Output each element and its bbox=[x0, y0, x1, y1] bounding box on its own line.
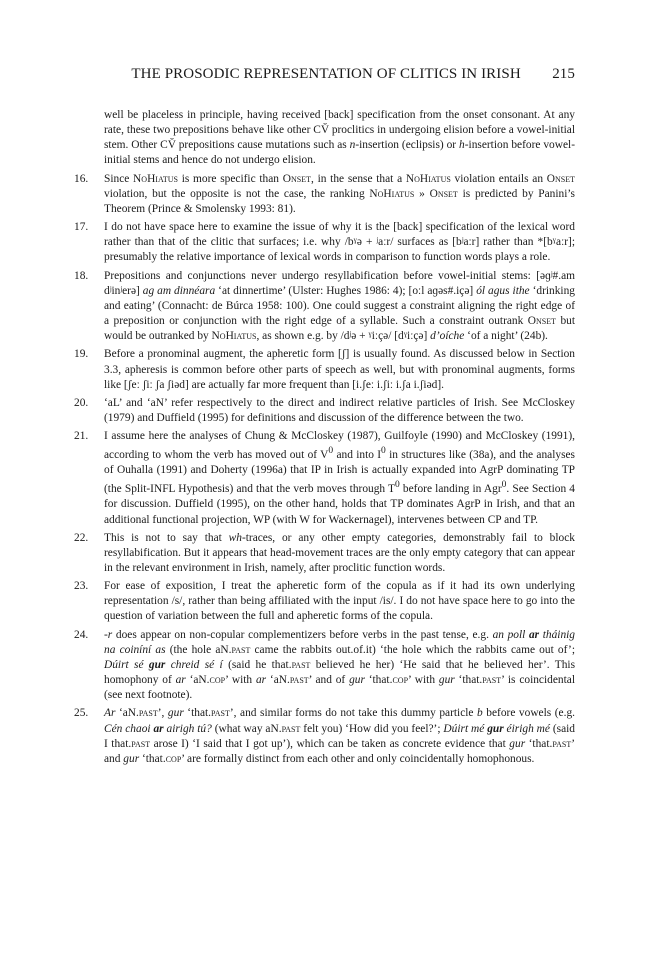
footnote-22 bbox=[74, 531, 575, 576]
footnote-17 bbox=[74, 220, 575, 265]
footnote-number: 21. bbox=[74, 430, 89, 443]
running-title: THE PROSODIC REPRESENTATION OF CLITICS IN IRISH bbox=[131, 66, 521, 82]
footnote-19 bbox=[74, 347, 575, 392]
footnote-number: 22. bbox=[74, 531, 89, 544]
footnote-24 bbox=[74, 628, 575, 704]
footnote-20 bbox=[74, 396, 575, 426]
footnote-text: I do not have space here to examine the issue of why it is the [back] specification of the lexical word rather than that of the clitic that surfaces; i.e. why /bˠə + ʲaːr/ surfaces as [bʲaːr] rather than *[bˠaːr]; presumably the relative importance of lexical words in comparison to function words plays a role. bbox=[104, 221, 575, 264]
footnote-text: This is not to say that wh-traces, or any other empty categories, demonstrably fail to block resyllabification. But it appears that head-movement traces are the only empty category that can appear in the relevant environment in Irish, namely, after proclitic function words. bbox=[104, 531, 575, 574]
footnote-23 bbox=[74, 579, 575, 624]
footnote-text: -r does appear on non-copular complementizers before verbs in the past tense, e.g. an poll ar tháinig na coiníní as (the hole aN.past came the rabbits out.of.it) ‘the hole which the rabbits came out of’; Dúirt sé gur chreid sé í (said he that.past believed he her) ‘He said that he believed her’. This homophony of ar ‘aN.cop’ with ar ‘aN.past’ and of gur ‘that.cop’ with gur ‘that.past’ is coincidental (see next footnote). bbox=[104, 628, 576, 702]
footnote-number: 24. bbox=[74, 628, 89, 641]
footnote-text: Ar ‘aN.past’, gur ‘that.past’, and similar forms do not take this dummy particle b before vowels (e.g. Cén chaoi ar airigh tú? (what way aN.past felt you) ‘How did you feel?’; Dúirt mé gur éirigh mé (said I that.past arose I) ‘I said that I got up’), which can be taken as concrete evidence that gur ‘that.past’ and gur ‘that.cop’ are formally distinct from each other and only coincidentally homophonous. bbox=[104, 707, 575, 765]
footnote-18 bbox=[74, 269, 575, 345]
footnote-25 bbox=[74, 706, 575, 767]
footnote-list bbox=[74, 172, 575, 767]
footnote-number: 25. bbox=[74, 707, 89, 720]
footnote-number: 16. bbox=[74, 172, 89, 185]
footnote-number: 23. bbox=[74, 580, 89, 593]
footnote-text: For ease of exposition, I treat the apheretic form of the copula as if it had its own underlying representation /s/, rather than being affiliated with the input /is/. I do not have space here to go into the question of variation between the full and apheretic forms of the copula. bbox=[104, 580, 575, 623]
footnote-number: 18. bbox=[74, 269, 89, 282]
footnote-number: 17. bbox=[74, 221, 89, 234]
footnote-21 bbox=[74, 429, 575, 528]
footnote-text: Before a pronominal augment, the apheretic form [ʃ] is usually found. As discussed below in Section 3.3, apheresis is common before other parts of speech as well, but with pronominal augments, forms like [ʃeː ʃiː ʃa ʃiəd] are actually far more frequent than [i.ʃeː i.ʃiː i.ʃa i.ʃiəd]. bbox=[104, 348, 575, 391]
page-number: 215 bbox=[552, 66, 575, 82]
footnote-text: I assume here the analyses of Chung & McCloskey (1987), Guilfoyle (1990) and McCloskey (1991), according to whom the verb has moved out of $V^0$ and into $I^0$ in structures like (38a), and the analyses of Ouhalla (1991) and Doherty (1996a) that IP in Irish is actually expanded into AgrP dominating TP (the Split-INFL Hypothesis) and that the verb moves through $T^0$ before landing in Agr$^0$. See Section 4 for discussion. Duffield (1995), on the other hand, holds that TP dominates AgrP in Irish, and that an additional functional projection, WP (with W for Wackernagel), intervenes between CP and TP. bbox=[104, 430, 575, 526]
footnote-16 bbox=[74, 172, 575, 217]
running-header bbox=[104, 66, 575, 83]
footnote-continuation: well be placeless in principle, having received [back] specification from the onset consonant. At any rate, these two prepositions behave like other CV̆ proclitics in undergoing elision before a vowel-initial stem. Other CV̆ prepositions cause mutations such as n-insertion (eclipsis) or h-insertion before vowel-initial stems and hence do not undergo elision. bbox=[104, 109, 575, 167]
footnote-text: ‘aL’ and ‘aN’ refer respectively to the direct and indirect relative particles of Irish. See McCloskey (1979) and Duffield (1995) for definitions and discussion of the difference between the two. bbox=[104, 396, 575, 424]
footnote-text: Since NoHiatus is more specific than Onset, in the sense that a NoHiatus violation entails an Onset violation, but the opposite is not the case, the ranking NoHiatus » Onset is predicted by Panini’s Theorem (Prince & Smolensky 1993: 81). bbox=[104, 172, 575, 215]
footnote-text: Prepositions and conjunctions never undergo resyllabification before vowel-initial stems: [əɡʲ#.am dʲinʲerə] ag am dinnéara ‘at dinnertime’ (Ulster: Hughes 1986: 4); [oːl aɡəs#.içə] ól agus ithe ‘drinking and eating’ (Connacht: de Búrca 1958: 100). One could suggest a constraint aligning the right edge of a preposition or conjunction with the right edge of a syllable. Such a constraint outrank Onset but would be outranked by NoHiatus, as shown e.g. by /dʲə + ˠiːçə/ [dˠiːçə] d’oíche ‘of a night’ (24b). bbox=[104, 269, 575, 343]
footnote-number: 20. bbox=[74, 396, 89, 409]
footnote-number: 19. bbox=[74, 348, 89, 361]
footnotes-section bbox=[74, 108, 575, 770]
